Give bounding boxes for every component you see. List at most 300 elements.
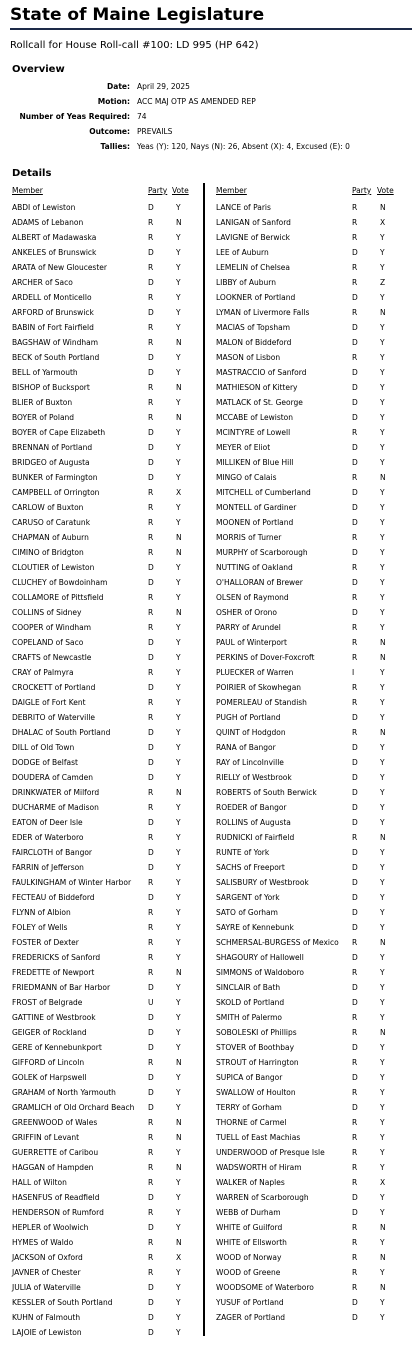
member-name: KUHN of Falmouth [12,1313,81,1322]
details-heading: Details [12,168,52,179]
member-name: MASTRACCIO of Sanford [216,368,307,377]
member-vote: X [176,1253,182,1262]
member-vote: Y [176,743,181,752]
member-party: R [352,278,358,287]
member-row [12,785,208,800]
member-row [12,350,208,365]
member-row [12,215,208,230]
member-name: QUINT of Hodgdon [216,728,286,737]
member-name: POIRIER of Skowhegan [216,683,302,692]
overview-row [0,79,416,94]
member-name: GERE of Kennebunkport [12,1043,102,1052]
member-row [12,650,208,665]
member-vote: Y [380,758,385,767]
member-row [12,755,208,770]
member-party: R [148,1058,154,1067]
member-party: R [352,1268,358,1277]
member-party: D [352,368,358,377]
member-party: D [352,458,358,467]
member-party: D [352,338,358,347]
member-vote: Y [176,1073,181,1082]
member-party: R [148,398,154,407]
member-party: D [352,713,358,722]
member-row [216,575,412,590]
member-row [216,1145,412,1160]
member-vote: Y [176,863,181,872]
member-row [12,770,208,785]
member-name: GOLEK of Harpswell [12,1073,87,1082]
member-party: D [148,278,154,287]
member-vote: Y [176,713,181,722]
member-vote: Y [380,1238,385,1247]
member-vote: Y [176,848,181,857]
member-name: SINCLAIR of Bath [216,983,281,992]
member-vote: Y [380,578,385,587]
member-row [12,1190,208,1205]
member-party: D [352,848,358,857]
member-vote: Y [380,293,385,302]
member-row [216,800,412,815]
member-vote: Y [380,593,385,602]
page-title: State of Maine Legislature [10,4,412,30]
member-party: R [352,653,358,662]
member-vote: Y [176,998,181,1007]
member-party: D [148,563,154,572]
member-vote: N [380,473,386,482]
member-name: PARRY of Arundel [216,623,281,632]
member-row [216,785,412,800]
member-vote: Y [380,323,385,332]
member-name: LAVIGNE of Berwick [216,233,291,242]
overview-value: PREVAILS [137,127,173,136]
member-party: R [148,1178,154,1187]
member-vote: Y [176,803,181,812]
member-row [216,410,412,425]
member-party: D [352,518,358,527]
member-row [12,815,208,830]
member-party: R [352,728,358,737]
member-party: R [352,1088,358,1097]
member-vote: Y [380,413,385,422]
member-party: R [148,788,154,797]
member-name: TERRY of Gorham [216,1103,282,1112]
member-party: D [148,308,154,317]
member-row [216,545,412,560]
member-vote: Y [176,1283,181,1292]
member-vote: X [380,218,386,227]
member-party: R [148,968,154,977]
col-header-member: Member [216,186,247,195]
member-row [12,1145,208,1160]
member-name: YUSUF of Portland [216,1298,284,1307]
member-vote: Y [176,203,181,212]
member-vote: Y [380,248,385,257]
member-name: COLLINS of Sidney [12,608,82,617]
member-vote: Y [176,908,181,917]
member-name: WHITE of Ellsworth [216,1238,287,1247]
member-row [216,1115,412,1130]
member-vote: Y [176,818,181,827]
member-name: ZAGER of Portland [216,1313,285,1322]
member-row [216,1190,412,1205]
member-vote: N [176,968,182,977]
member-party: R [148,1268,154,1277]
member-vote: Y [176,593,181,602]
member-vote: Y [176,638,181,647]
member-row [12,425,208,440]
member-name: CRAY of Palmyra [12,668,74,677]
member-party: D [148,1193,154,1202]
member-name: UNDERWOOD of Presque Isle [216,1148,325,1157]
member-row [12,995,208,1010]
member-row [216,275,412,290]
overview-row [0,94,416,109]
member-vote: Y [380,1013,385,1022]
member-party: R [352,218,358,227]
member-name: BLIER of Buxton [12,398,73,407]
member-row [216,425,412,440]
member-vote: Y [176,953,181,962]
member-row [12,950,208,965]
member-name: GRIFFIN of Levant [12,1133,80,1142]
member-row [12,200,208,215]
member-vote: N [380,1028,386,1037]
member-row [12,620,208,635]
member-party: D [352,1103,358,1112]
member-row [216,1250,412,1265]
member-name: BOYER of Poland [12,413,75,422]
member-name: HALL of Wilton [12,1178,67,1187]
member-party: R [148,1148,154,1157]
member-name: WOOD of Greene [216,1268,281,1277]
member-party: R [352,563,358,572]
member-vote: N [380,308,386,317]
member-name: FREDERICKS of Sanford [12,953,101,962]
member-party: D [148,1013,154,1022]
member-vote: N [380,653,386,662]
member-party: R [148,713,154,722]
member-vote: Y [176,278,181,287]
member-name: FAIRCLOTH of Bangor [12,848,93,857]
member-party: R [148,923,154,932]
member-party: D [352,743,358,752]
member-name: GEIGER of Rockland [12,1028,87,1037]
member-name: FARRIN of Jefferson [12,863,84,872]
member-party: D [148,773,154,782]
member-row [216,320,412,335]
member-vote: N [176,608,182,617]
member-party: D [148,353,154,362]
member-party: R [352,623,358,632]
member-party: D [148,458,154,467]
member-name: ROLLINS of Augusta [216,818,291,827]
member-name: FRIEDMANN of Bar Harbor [12,983,111,992]
member-party: R [352,1028,358,1037]
member-name: SMITH of Palermo [216,1013,282,1022]
member-row [216,1025,412,1040]
member-vote: Y [380,683,385,692]
member-row [216,950,412,965]
member-party: R [352,833,358,842]
member-vote: Y [380,1148,385,1157]
member-vote: Y [380,383,385,392]
member-name: OSHER of Orono [216,608,278,617]
member-row [216,725,412,740]
member-party: D [148,1283,154,1292]
member-row [12,1250,208,1265]
member-row [12,710,208,725]
member-vote: N [176,1133,182,1142]
member-vote: Y [380,458,385,467]
member-party: D [352,863,358,872]
member-row [12,1310,208,1325]
member-party: D [148,983,154,992]
member-party: D [148,683,154,692]
overview-label: Number of Yeas Required: [19,112,130,121]
member-vote: Y [380,428,385,437]
member-party: D [352,1043,358,1052]
member-row [12,740,208,755]
member-row [216,890,412,905]
member-row [216,980,412,995]
overview-value: ACC MAJ OTP AS AMENDED REP [137,97,256,106]
member-row [216,500,412,515]
overview-heading: Overview [12,64,65,75]
member-party: D [352,998,358,1007]
member-name: LEMELIN of Chelsea [216,263,290,272]
member-vote: Y [380,1088,385,1097]
member-name: ALBERT of Madawaska [12,233,97,242]
member-row [216,455,412,470]
member-row [216,1175,412,1190]
member-row [12,905,208,920]
member-row [216,290,412,305]
member-name: CARUSO of Caratunk [12,518,91,527]
rollcall-subtitle: Rollcall for House Roll-call #100: LD 995 (HP 642) [10,40,259,51]
member-row [216,620,412,635]
member-vote: Y [176,1268,181,1277]
member-vote: Y [380,1043,385,1052]
member-name: SWALLOW of Houlton [216,1088,296,1097]
member-vote: Y [176,623,181,632]
member-party: D [352,548,358,557]
member-party: D [148,1103,154,1112]
member-party: R [148,1238,154,1247]
member-name: LAJOIE of Lewiston [12,1328,82,1337]
member-row [12,395,208,410]
member-party: R [352,533,358,542]
member-vote: Z [380,278,386,287]
member-row [12,230,208,245]
member-name: SIMMONS of Waldoboro [216,968,305,977]
member-vote: Y [176,698,181,707]
member-row [216,530,412,545]
member-name: CIMINO of Bridgton [12,548,84,557]
member-row [12,260,208,275]
member-name: WOOD of Norway [216,1253,282,1262]
member-party: R [352,1133,358,1142]
member-vote: Y [380,983,385,992]
col-header-party: Party [352,186,372,195]
member-vote: Y [380,1298,385,1307]
member-vote: Y [380,1313,385,1322]
member-name: SUPICA of Bangor [216,1073,283,1082]
member-party: R [352,353,358,362]
member-party: D [352,293,358,302]
member-party: D [148,863,154,872]
member-vote: Y [176,428,181,437]
member-party: D [352,923,358,932]
member-party: R [352,683,358,692]
member-row [12,920,208,935]
member-name: DILL of Old Town [12,743,75,752]
member-name: HASENFUS of Readfield [12,1193,100,1202]
member-row [12,440,208,455]
member-party: R [148,878,154,887]
member-row [12,245,208,260]
member-vote: Y [176,1298,181,1307]
member-party: R [148,233,154,242]
member-party: D [148,848,154,857]
member-party: D [352,773,358,782]
member-party: R [148,1133,154,1142]
member-name: MALON of Biddeford [216,338,292,347]
member-name: MCINTYRE of Lowell [216,428,291,437]
member-row [216,755,412,770]
member-name: ANKELES of Brunswick [12,248,97,257]
member-row [216,1220,412,1235]
member-name: MOONEN of Portland [216,518,294,527]
member-vote: N [176,413,182,422]
member-party: R [352,698,358,707]
member-row [12,1085,208,1100]
member-name: DRINKWATER of Milford [12,788,100,797]
member-vote: Y [176,293,181,302]
member-vote: Y [380,1208,385,1217]
member-party: R [352,638,358,647]
member-row [216,305,412,320]
member-row [216,200,412,215]
member-name: ADAMS of Lebanon [12,218,84,227]
member-party: D [148,1223,154,1232]
member-name: LYMAN of Livermore Falls [216,308,310,317]
member-name: GATTINE of Westbrook [12,1013,96,1022]
member-party: D [148,758,154,767]
member-party: D [352,578,358,587]
member-row [12,1295,208,1310]
member-vote: Y [176,1043,181,1052]
member-vote: Y [176,308,181,317]
member-vote: N [380,203,386,212]
member-name: LANCE of Paris [216,203,271,212]
member-vote: Y [176,878,181,887]
member-name: DAIGLE of Fort Kent [12,698,86,707]
member-name: FOLEY of Wells [12,923,68,932]
member-vote: Y [380,488,385,497]
member-party: D [148,578,154,587]
member-name: CRAFTS of Newcastle [12,653,92,662]
member-party: R [148,533,154,542]
member-name: OLSEN of Raymond [216,593,289,602]
member-vote: Y [176,1013,181,1022]
member-party: R [148,908,154,917]
member-party: D [148,443,154,452]
member-name: LEE of Auburn [216,248,269,257]
member-party: R [352,1013,358,1022]
member-name: SCHMERSAL-BURGESS of Mexico [216,938,339,947]
member-name: SALISBURY of Westbrook [216,878,309,887]
member-party: D [352,608,358,617]
member-vote: Y [380,368,385,377]
member-name: WEBB of Durham [216,1208,281,1217]
member-name: STOVER of Boothbay [216,1043,295,1052]
member-name: DODGE of Belfast [12,758,78,767]
member-row [216,365,412,380]
overview-value: Yeas (Y): 120, Nays (N): 26, Absent (X): 4, Excused (E): 0 [137,142,350,151]
member-row [12,680,208,695]
member-vote: Y [380,773,385,782]
member-row [216,1205,412,1220]
member-party: R [352,1148,358,1157]
member-name: ROBERTS of South Berwick [216,788,317,797]
member-row [12,290,208,305]
member-party: R [148,803,154,812]
member-name: MINGO of Calais [216,473,277,482]
member-party: R [148,518,154,527]
member-vote: Y [176,1028,181,1037]
member-row [216,770,412,785]
member-name: CARLOW of Buxton [12,503,84,512]
member-party: R [352,428,358,437]
member-row [216,710,412,725]
member-party: R [148,323,154,332]
member-vote: N [176,533,182,542]
member-party: R [352,473,358,482]
member-row [216,680,412,695]
member-vote: Y [176,473,181,482]
member-row [12,335,208,350]
member-name: PLUECKER of Warren [216,668,294,677]
member-row [12,800,208,815]
member-vote: Y [176,1223,181,1232]
member-party: D [148,728,154,737]
member-row [216,605,412,620]
member-row [216,470,412,485]
member-vote: Y [380,998,385,1007]
member-name: BABIN of Fort Fairfield [12,323,94,332]
member-row [12,500,208,515]
member-name: FECTEAU of Biddeford [12,893,95,902]
member-name: CHAPMAN of Auburn [12,533,89,542]
member-row [216,1070,412,1085]
member-party: U [148,998,154,1007]
member-row [12,530,208,545]
member-name: DOUDERA of Camden [12,773,93,782]
member-vote: Y [380,698,385,707]
member-row [12,1040,208,1055]
member-row [216,245,412,260]
member-party: D [352,1298,358,1307]
member-name: CROCKETT of Portland [12,683,96,692]
member-vote: Y [176,578,181,587]
member-party: R [148,698,154,707]
member-party: R [148,488,154,497]
member-row [12,275,208,290]
member-vote: Y [176,1193,181,1202]
member-row [12,410,208,425]
member-name: MCCABE of Lewiston [216,413,294,422]
member-name: FLYNN of Albion [12,908,71,917]
